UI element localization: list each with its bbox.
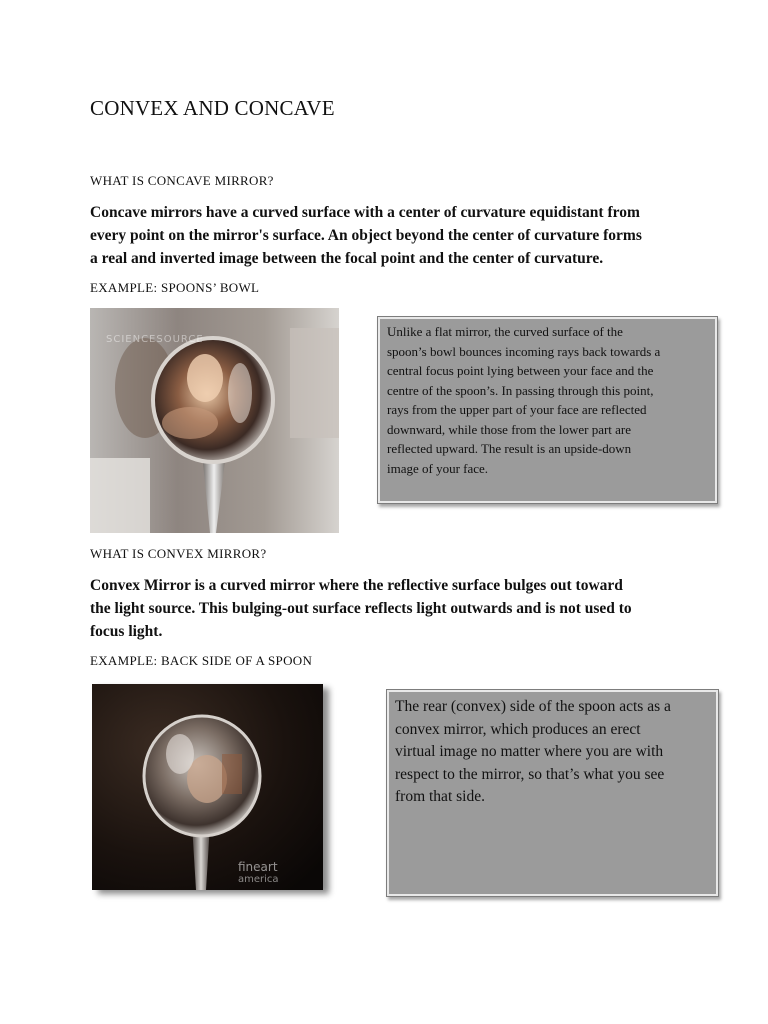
concave-info-box — [377, 316, 718, 504]
concave-box-line-8: image of your face. — [387, 460, 489, 476]
concave-line-1: Concave mirrors have a curved surface with a center of curvature equidistant from — [90, 204, 640, 221]
convex-paragraph — [90, 574, 632, 643]
concave-box-line-4: centre of the spoon’s. In passing through this point, — [387, 382, 654, 398]
concave-box-line-6: downward, while those from the lower part are — [387, 421, 632, 437]
concave-image-watermark: SCIENCESOURCE — [106, 334, 204, 345]
concave-heading: WHAT IS CONCAVE MIRROR? — [90, 173, 274, 188]
convex-box-line-1: The rear (convex) side of the spoon acts as a — [395, 698, 671, 715]
convex-image-watermark-1: fineart — [238, 860, 278, 874]
convex-spoon-image — [92, 684, 323, 890]
concave-spoon-image — [90, 308, 339, 533]
concave-example-label: EXAMPLE: SPOONS’ BOWL — [90, 280, 260, 295]
concave-line-2: every point on the mirror's surface. An object beyond the center of curvature forms — [90, 227, 642, 244]
concave-box-line-1: Unlike a flat mirror, the curved surface of the — [387, 324, 623, 339]
convex-box-line-4: respect to the mirror, so that’s what you see — [395, 765, 665, 783]
convex-box-line-3: virtual image no matter where you are with — [395, 743, 664, 761]
convex-line-2: the light source. This bulging-out surface reflects light outwards and is not used to — [90, 600, 632, 617]
page-title: CONVEX AND CONCAVE — [90, 96, 335, 120]
concave-paragraph — [90, 201, 642, 270]
concave-box-line-7: reflected upward. The result is an upside-down — [387, 441, 632, 456]
convex-box-line-2: convex mirror, which produces an erect — [395, 720, 641, 738]
convex-box-text — [395, 696, 671, 809]
convex-line-3: focus light. — [90, 623, 163, 640]
concave-box-line-3: central focus point lying between your face and the — [387, 363, 654, 378]
concave-box-line-2: spoon’s bowl bounces incoming rays back towards a — [387, 343, 661, 359]
convex-box-line-5: from that side. — [395, 788, 485, 806]
convex-info-box — [386, 689, 719, 897]
concave-line-3: a real and inverted image between the focal point and the center of curvature. — [90, 250, 604, 267]
convex-line-1: Convex Mirror is a curved mirror where the reflective surface bulges out toward — [90, 577, 623, 594]
concave-box-text — [387, 322, 660, 478]
convex-heading: WHAT IS CONVEX MIRROR? — [90, 546, 267, 561]
concave-box-line-5: rays from the upper part of your face are reflected — [387, 402, 647, 417]
convex-example-label: EXAMPLE: BACK SIDE OF A SPOON — [90, 653, 313, 668]
convex-image-watermark-2: america — [238, 874, 279, 885]
